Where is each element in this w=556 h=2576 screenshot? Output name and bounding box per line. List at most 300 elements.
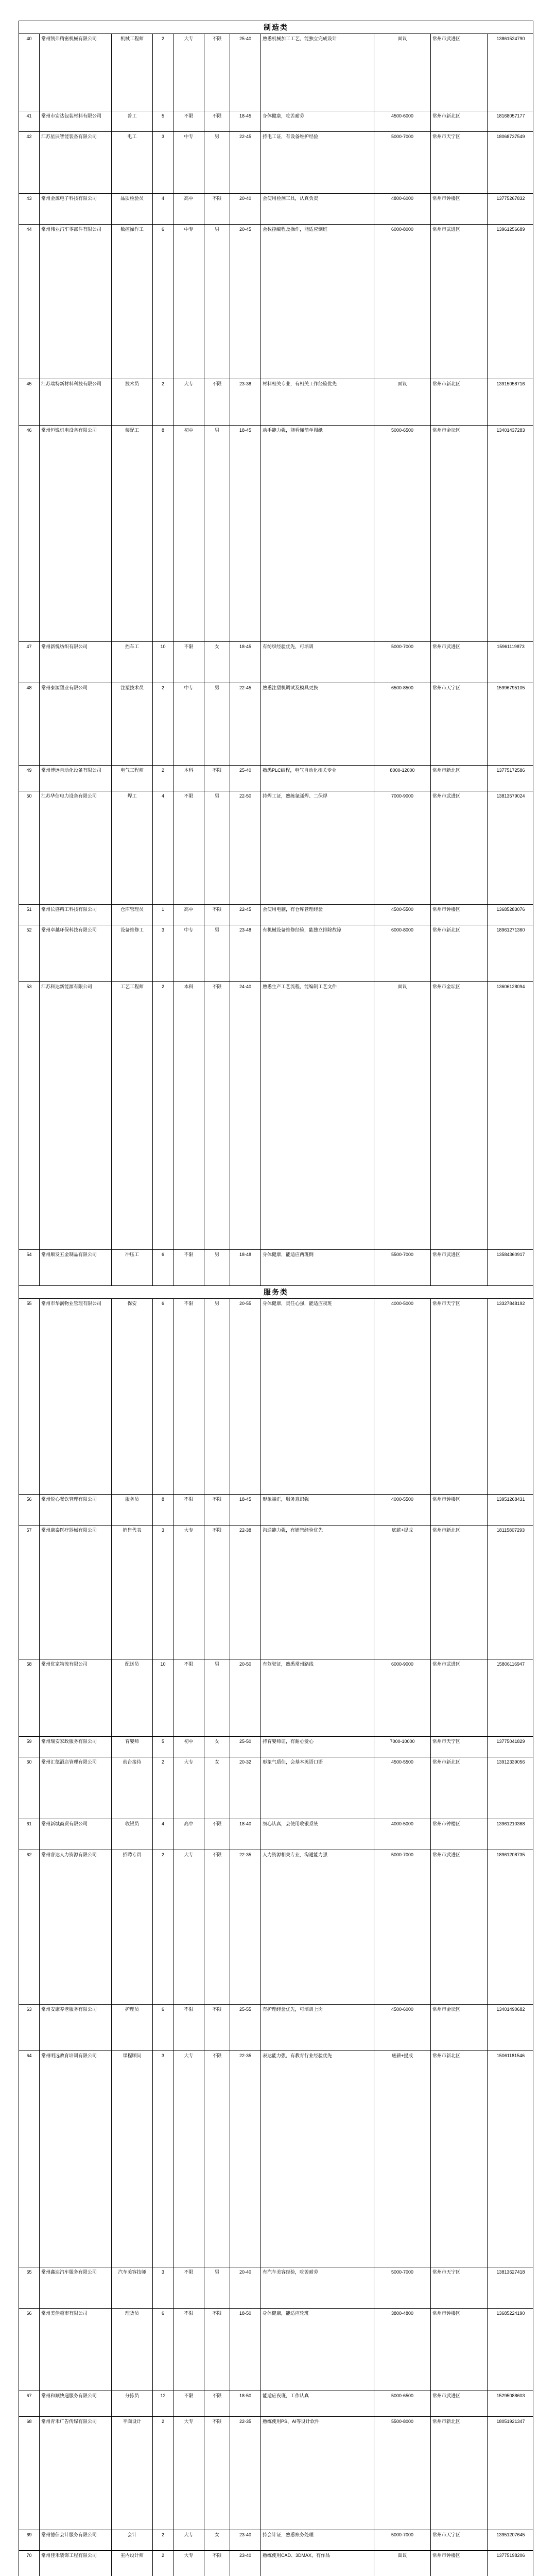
contact-phone: 18051921347 <box>496 2419 525 2424</box>
company-name: 常州长盛精工科技有限公司 <box>40 905 112 925</box>
hire-count: 5 <box>153 111 173 131</box>
education: 初中 <box>173 1737 204 1757</box>
job-requirements: 材料相关专业，有相关工作经验优先 <box>261 379 374 425</box>
salary: 7000-10000 <box>374 1737 431 1757</box>
gender: 不限 <box>204 2309 230 2391</box>
gender: 女 <box>204 1737 230 1757</box>
salary: 4000-5000 <box>374 1819 431 1850</box>
contact-phone: 13584360917 <box>496 1252 525 1257</box>
salary: 6000-8000 <box>374 225 431 379</box>
row-number: 54 <box>19 1250 40 1285</box>
hire-count: 2 <box>153 2530 173 2550</box>
education: 大专 <box>173 2551 204 2576</box>
row-number: 50 <box>19 791 40 904</box>
gender: 男 <box>204 132 230 193</box>
job-requirements: 有护理经验优先，可培训上岗 <box>261 2005 374 2050</box>
row-number: 56 <box>19 1495 40 1525</box>
table-row <box>19 34 533 111</box>
age-range: 20-50 <box>230 1659 261 1736</box>
salary: 5000-7000 <box>374 2530 431 2550</box>
table-row <box>19 642 533 683</box>
work-address: 常州市武进区 <box>431 1659 488 1736</box>
salary: 4800-6000 <box>374 194 431 224</box>
contact-phone: 13813579024 <box>496 793 525 799</box>
gender: 男 <box>204 1299 230 1494</box>
company-name: 常州和顺快递服务有限公司 <box>40 2391 112 2416</box>
hire-count: 6 <box>153 225 173 379</box>
hire-count: 10 <box>153 1659 173 1736</box>
work-address: 常州市武进区 <box>431 791 488 904</box>
position-name: 电工 <box>112 132 153 193</box>
table-row <box>19 905 533 925</box>
gender: 女 <box>204 1757 230 1819</box>
education: 不限 <box>173 2005 204 2050</box>
salary: 6500-8500 <box>374 683 431 765</box>
work-address: 常州市武进区 <box>431 225 488 379</box>
hire-count: 2 <box>153 2417 173 2530</box>
work-address: 常州市钟楼区 <box>431 1495 488 1525</box>
hire-count: 12 <box>153 2391 173 2416</box>
age-range: 22-45 <box>230 132 261 193</box>
work-address: 常州市武进区 <box>431 1250 488 1285</box>
hire-count: 4 <box>153 1819 173 1850</box>
contact-phone: 13685283076 <box>496 907 525 912</box>
age-range: 18-45 <box>230 1495 261 1525</box>
table-row <box>19 1819 533 1850</box>
position-name: 仓库管理员 <box>112 905 153 925</box>
age-range: 22-50 <box>230 791 261 904</box>
job-requirements: 形象端正，服务意识强 <box>261 1495 374 1525</box>
row-number: 51 <box>19 905 40 925</box>
job-requirements: 身体健康，能适应轮班 <box>261 2309 374 2391</box>
job-requirements: 身体健康，能适应两班倒 <box>261 1250 374 1285</box>
work-address: 常州市新北区 <box>431 2417 488 2530</box>
salary: 5000-6500 <box>374 2391 431 2416</box>
salary: 8000-12000 <box>374 766 431 791</box>
education: 本科 <box>173 982 204 1249</box>
hire-count: 8 <box>153 426 173 641</box>
work-address: 常州市天宁区 <box>431 1737 488 1757</box>
contact-phone: 13685224190 <box>496 2311 525 2316</box>
job-requirements: 能适应夜班，工作认真 <box>261 2391 374 2416</box>
hire-count: 6 <box>153 1250 173 1285</box>
company-name: 江苏瑞特新材料科技有限公司 <box>40 379 112 425</box>
age-range: 18-48 <box>230 1250 261 1285</box>
work-address: 常州市新北区 <box>431 2051 488 2267</box>
row-number: 66 <box>19 2309 40 2391</box>
salary: 底薪+提成 <box>374 1526 431 1659</box>
job-requirements: 有汽车美容经验，吃苦耐劳 <box>261 2267 374 2308</box>
row-number: 41 <box>19 111 40 131</box>
position-name: 室内设计师 <box>112 2551 153 2576</box>
salary: 4000-5500 <box>374 1495 431 1525</box>
position-name: 装配工 <box>112 426 153 641</box>
work-address: 常州市天宁区 <box>431 132 488 193</box>
company-name: 常州博远自动化设备有限公司 <box>40 766 112 791</box>
company-name: 常州德信会计服务有限公司 <box>40 2530 112 2550</box>
hire-count: 2 <box>153 683 173 765</box>
education: 高中 <box>173 1819 204 1850</box>
contact-phone: 13951268431 <box>496 1497 525 1502</box>
job-requirements: 熟悉注塑机调试及模具更换 <box>261 683 374 765</box>
position-name: 技术员 <box>112 379 153 425</box>
position-name: 收银员 <box>112 1819 153 1850</box>
gender: 女 <box>204 642 230 683</box>
salary: 5000-7000 <box>374 2267 431 2308</box>
position-name: 焊工 <box>112 791 153 904</box>
work-address: 常州市金坛区 <box>431 426 488 641</box>
work-address: 常州市新北区 <box>431 1757 488 1819</box>
company-name: 常州卓越环保科技有限公司 <box>40 925 112 981</box>
gender: 不限 <box>204 1495 230 1525</box>
age-range: 18-45 <box>230 642 261 683</box>
contact-phone: 13961256689 <box>496 227 525 232</box>
row-number: 70 <box>19 2551 40 2576</box>
row-number: 60 <box>19 1757 40 1819</box>
hire-count: 2 <box>153 2551 173 2576</box>
age-range: 18-50 <box>230 2391 261 2416</box>
table-row <box>19 1850 533 2005</box>
position-name: 平面设计 <box>112 2417 153 2530</box>
row-number: 46 <box>19 426 40 641</box>
age-range: 20-55 <box>230 1299 261 1494</box>
job-requirements: 身体健康，吃苦耐劳 <box>261 111 374 131</box>
position-name: 服务员 <box>112 1495 153 1525</box>
job-requirements: 表达能力强，有教育行业经验优先 <box>261 2051 374 2267</box>
row-number: 44 <box>19 225 40 379</box>
gender: 不限 <box>204 1526 230 1659</box>
contact-phone: 13775198206 <box>496 2553 525 2558</box>
age-range: 20-32 <box>230 1757 261 1819</box>
contact-phone: 15996795105 <box>496 685 525 690</box>
row-number: 49 <box>19 766 40 791</box>
contact-phone: 18961271360 <box>496 927 525 933</box>
age-range: 23-40 <box>230 2530 261 2550</box>
hire-count: 3 <box>153 2267 173 2308</box>
job-requirements: 会使用电脑，有仓库管理经验 <box>261 905 374 925</box>
table-row <box>19 132 533 194</box>
gender: 不限 <box>204 379 230 425</box>
gender: 不限 <box>204 34 230 111</box>
age-range: 22-38 <box>230 1526 261 1659</box>
contact-phone: 13861524790 <box>496 36 525 41</box>
education: 中专 <box>173 225 204 379</box>
company-name: 常州康泰医疗器械有限公司 <box>40 1526 112 1659</box>
work-address: 常州市金坛区 <box>431 2005 488 2050</box>
hire-count: 4 <box>153 791 173 904</box>
company-name: 常州新城商贸有限公司 <box>40 1819 112 1850</box>
position-name: 设备维修工 <box>112 925 153 981</box>
hire-count: 2 <box>153 1757 173 1819</box>
age-range: 25-55 <box>230 2005 261 2050</box>
job-requirements: 持育婴师证，有耐心爱心 <box>261 1737 374 1757</box>
job-requirements: 有驾驶证，熟悉常州路线 <box>261 1659 374 1736</box>
row-number: 57 <box>19 1526 40 1659</box>
salary: 面议 <box>374 34 431 111</box>
salary: 5500-8000 <box>374 2417 431 2530</box>
education: 大专 <box>173 1526 204 1659</box>
company-name: 常州安康养老服务有限公司 <box>40 2005 112 2050</box>
age-range: 18-50 <box>230 2309 261 2391</box>
table-row <box>19 1737 533 1757</box>
job-requirements: 会使用检测工具，认真负责 <box>261 194 374 224</box>
gender: 男 <box>204 1250 230 1285</box>
age-range: 23-40 <box>230 2551 261 2576</box>
salary: 面议 <box>374 982 431 1249</box>
table-row <box>19 1299 533 1495</box>
company-name: 常州明远教育培训有限公司 <box>40 2051 112 2267</box>
row-number: 42 <box>19 132 40 193</box>
age-range: 18-40 <box>230 1819 261 1850</box>
salary: 5000-6500 <box>374 426 431 641</box>
salary: 5000-7000 <box>374 642 431 683</box>
age-range: 23-48 <box>230 925 261 981</box>
contact-phone: 13401437283 <box>496 428 525 433</box>
education: 初中 <box>173 426 204 641</box>
education: 不限 <box>173 1659 204 1736</box>
hire-count: 10 <box>153 642 173 683</box>
position-name: 电气工程师 <box>112 766 153 791</box>
age-range: 23-38 <box>230 379 261 425</box>
row-number: 55 <box>19 1299 40 1494</box>
age-range: 20-45 <box>230 225 261 379</box>
position-name: 数控操作工 <box>112 225 153 379</box>
gender: 男 <box>204 426 230 641</box>
contact-phone: 13775041829 <box>496 1739 525 1744</box>
gender: 不限 <box>204 1850 230 2004</box>
position-name: 销售代表 <box>112 1526 153 1659</box>
category-header: 服务类 <box>19 1286 533 1299</box>
company-name: 常州恒锐机电设备有限公司 <box>40 426 112 641</box>
table-row <box>19 925 533 982</box>
table-row <box>19 2417 533 2530</box>
hire-count: 5 <box>153 1737 173 1757</box>
education: 不限 <box>173 1250 204 1285</box>
work-address: 常州市武进区 <box>431 642 488 683</box>
age-range: 22-35 <box>230 2417 261 2530</box>
company-name: 常州顺发五金制品有限公司 <box>40 1250 112 1285</box>
work-address: 常州市武进区 <box>431 2391 488 2416</box>
gender: 男 <box>204 791 230 904</box>
work-address: 常州市武进区 <box>431 1850 488 2004</box>
contact-phone: 13951207645 <box>496 2532 525 2537</box>
contact-phone: 15961119873 <box>497 644 525 649</box>
salary: 4500-6000 <box>374 2005 431 2050</box>
contact-phone: 13912339056 <box>496 1759 525 1765</box>
education: 大专 <box>173 2417 204 2530</box>
gender: 不限 <box>204 194 230 224</box>
job-requirements: 有机械设备维修经验，能独立排除故障 <box>261 925 374 981</box>
contact-phone: 13915058716 <box>496 381 525 386</box>
salary: 6000-9000 <box>374 1659 431 1736</box>
gender: 男 <box>204 225 230 379</box>
company-name: 常州市宏达包装材料有限公司 <box>40 111 112 131</box>
gender: 不限 <box>204 2551 230 2576</box>
position-name: 护理员 <box>112 2005 153 2050</box>
work-address: 常州市武进区 <box>431 34 488 111</box>
position-name: 理货员 <box>112 2309 153 2391</box>
education: 大专 <box>173 34 204 111</box>
education: 高中 <box>173 194 204 224</box>
job-requirements: 持焊工证，熟练氩弧焊、二保焊 <box>261 791 374 904</box>
gender: 不限 <box>204 2391 230 2416</box>
position-name: 工艺工程师 <box>112 982 153 1249</box>
table-row <box>19 111 533 132</box>
hire-count: 6 <box>153 2309 173 2391</box>
work-address: 常州市钟楼区 <box>431 1819 488 1850</box>
table-row <box>19 2051 533 2267</box>
contact-phone: 15295088603 <box>496 2393 525 2398</box>
hire-count: 2 <box>153 766 173 791</box>
position-name: 挡车工 <box>112 642 153 683</box>
age-range: 25-40 <box>230 766 261 791</box>
education: 不限 <box>173 1299 204 1494</box>
work-address: 常州市天宁区 <box>431 2530 488 2550</box>
age-range: 18-45 <box>230 111 261 131</box>
work-address: 常州市钟楼区 <box>431 2551 488 2576</box>
company-name: 常州青禾广告传媒有限公司 <box>40 2417 112 2530</box>
contact-phone: 15806116947 <box>496 1662 525 1667</box>
age-range: 22-45 <box>230 683 261 765</box>
position-name: 冲压工 <box>112 1250 153 1285</box>
education: 中专 <box>173 132 204 193</box>
gender: 男 <box>204 2267 230 2308</box>
education: 大专 <box>173 379 204 425</box>
salary: 面议 <box>374 379 431 425</box>
table-row <box>19 982 533 1250</box>
table-row <box>19 194 533 225</box>
contact-phone: 13961210368 <box>496 1821 525 1826</box>
row-number: 65 <box>19 2267 40 2308</box>
row-number: 43 <box>19 194 40 224</box>
row-number: 40 <box>19 34 40 111</box>
company-name: 常州悦心餐饮管理有限公司 <box>40 1495 112 1525</box>
table-row <box>19 791 533 905</box>
company-name: 常州优家物流有限公司 <box>40 1659 112 1736</box>
company-name: 江苏星辰智能装备有限公司 <box>40 132 112 193</box>
work-address: 常州市新北区 <box>431 925 488 981</box>
position-name: 汽车美容技师 <box>112 2267 153 2308</box>
contact-phone: 18115807293 <box>496 1528 525 1533</box>
work-address: 常州市天宁区 <box>431 2267 488 2308</box>
contact-phone: 13401490682 <box>496 2007 525 2012</box>
company-name: 常州佳禾装饰工程有限公司 <box>40 2551 112 2576</box>
row-number: 52 <box>19 925 40 981</box>
company-name: 常州鑫达汽车服务有限公司 <box>40 2267 112 2308</box>
table-row <box>19 2391 533 2417</box>
education: 本科 <box>173 766 204 791</box>
position-name: 配送员 <box>112 1659 153 1736</box>
work-address: 常州市天宁区 <box>431 683 488 765</box>
company-name: 常州泰源塑业有限公司 <box>40 683 112 765</box>
position-name: 育婴师 <box>112 1737 153 1757</box>
table-row <box>19 2530 533 2551</box>
age-range: 24-40 <box>230 982 261 1249</box>
job-requirements: 有纺织经验优先，可培训 <box>261 642 374 683</box>
table-row <box>19 379 533 426</box>
job-requirements: 熟悉PLC编程，电气自动化相关专业 <box>261 766 374 791</box>
company-name: 常州睿达人力资源有限公司 <box>40 1850 112 2004</box>
gender: 不限 <box>204 1819 230 1850</box>
table-row <box>19 1659 533 1737</box>
education: 中专 <box>173 925 204 981</box>
hire-count: 6 <box>153 2005 173 2050</box>
company-name: 常州美佳超市有限公司 <box>40 2309 112 2391</box>
table-row <box>19 426 533 642</box>
work-address: 常州市钟楼区 <box>431 2309 488 2391</box>
position-name: 前台接待 <box>112 1757 153 1819</box>
hire-count: 8 <box>153 1495 173 1525</box>
age-range: 22-45 <box>230 905 261 925</box>
work-address: 常州市金坛区 <box>431 982 488 1249</box>
table-row <box>19 1526 533 1659</box>
position-name: 保安 <box>112 1299 153 1494</box>
education: 大专 <box>173 2530 204 2550</box>
education: 不限 <box>173 791 204 904</box>
company-name: 常州凯弗精密机械有限公司 <box>40 34 112 111</box>
salary: 4500-6000 <box>374 111 431 131</box>
job-requirements: 沟通能力强，有销售经验优先 <box>261 1526 374 1659</box>
hire-count: 2 <box>153 379 173 425</box>
age-range: 20-40 <box>230 194 261 224</box>
hire-count: 3 <box>153 925 173 981</box>
row-number: 58 <box>19 1659 40 1736</box>
hire-count: 2 <box>153 982 173 1249</box>
row-number: 45 <box>19 379 40 425</box>
age-range: 20-40 <box>230 2267 261 2308</box>
work-address: 常州市新北区 <box>431 766 488 791</box>
contact-phone: 13606128094 <box>496 984 525 989</box>
salary: 4500-5500 <box>374 1757 431 1819</box>
salary: 6000-8000 <box>374 925 431 981</box>
category-header: 制造类 <box>19 21 533 34</box>
job-requirements: 熟练使用CAD、3DMAX，有作品 <box>261 2551 374 2576</box>
age-range: 25-50 <box>230 1737 261 1757</box>
contact-phone: 18068737549 <box>496 134 525 139</box>
contact-phone: 13327848192 <box>496 1301 525 1306</box>
row-number: 59 <box>19 1737 40 1757</box>
salary: 4000-5000 <box>374 1299 431 1494</box>
work-address: 常州市新北区 <box>431 379 488 425</box>
gender: 男 <box>204 1659 230 1736</box>
job-requirements: 会数控编程及操作，能适应倒班 <box>261 225 374 379</box>
table-row <box>19 2005 533 2051</box>
age-range: 18-45 <box>230 426 261 641</box>
position-name: 招聘专员 <box>112 1850 153 2004</box>
education: 不限 <box>173 2309 204 2391</box>
table-row <box>19 683 533 766</box>
row-number: 48 <box>19 683 40 765</box>
education: 中专 <box>173 683 204 765</box>
row-number: 61 <box>19 1819 40 1850</box>
gender: 不限 <box>204 2005 230 2050</box>
position-name: 会计 <box>112 2530 153 2550</box>
gender: 女 <box>204 2530 230 2550</box>
salary: 5000-7000 <box>374 132 431 193</box>
work-address: 常州市新北区 <box>431 111 488 131</box>
contact-phone: 18168057177 <box>496 113 525 118</box>
gender: 不限 <box>204 2417 230 2530</box>
job-requirements: 人力资源相关专业，沟通能力强 <box>261 1850 374 2004</box>
row-number: 64 <box>19 2051 40 2267</box>
gender: 男 <box>204 925 230 981</box>
position-name: 机械工程师 <box>112 34 153 111</box>
row-number: 47 <box>19 642 40 683</box>
row-number: 53 <box>19 982 40 1249</box>
work-address: 常州市新北区 <box>431 1526 488 1659</box>
position-name: 分拣员 <box>112 2391 153 2416</box>
company-name: 常州市华润物业管理有限公司 <box>40 1299 112 1494</box>
